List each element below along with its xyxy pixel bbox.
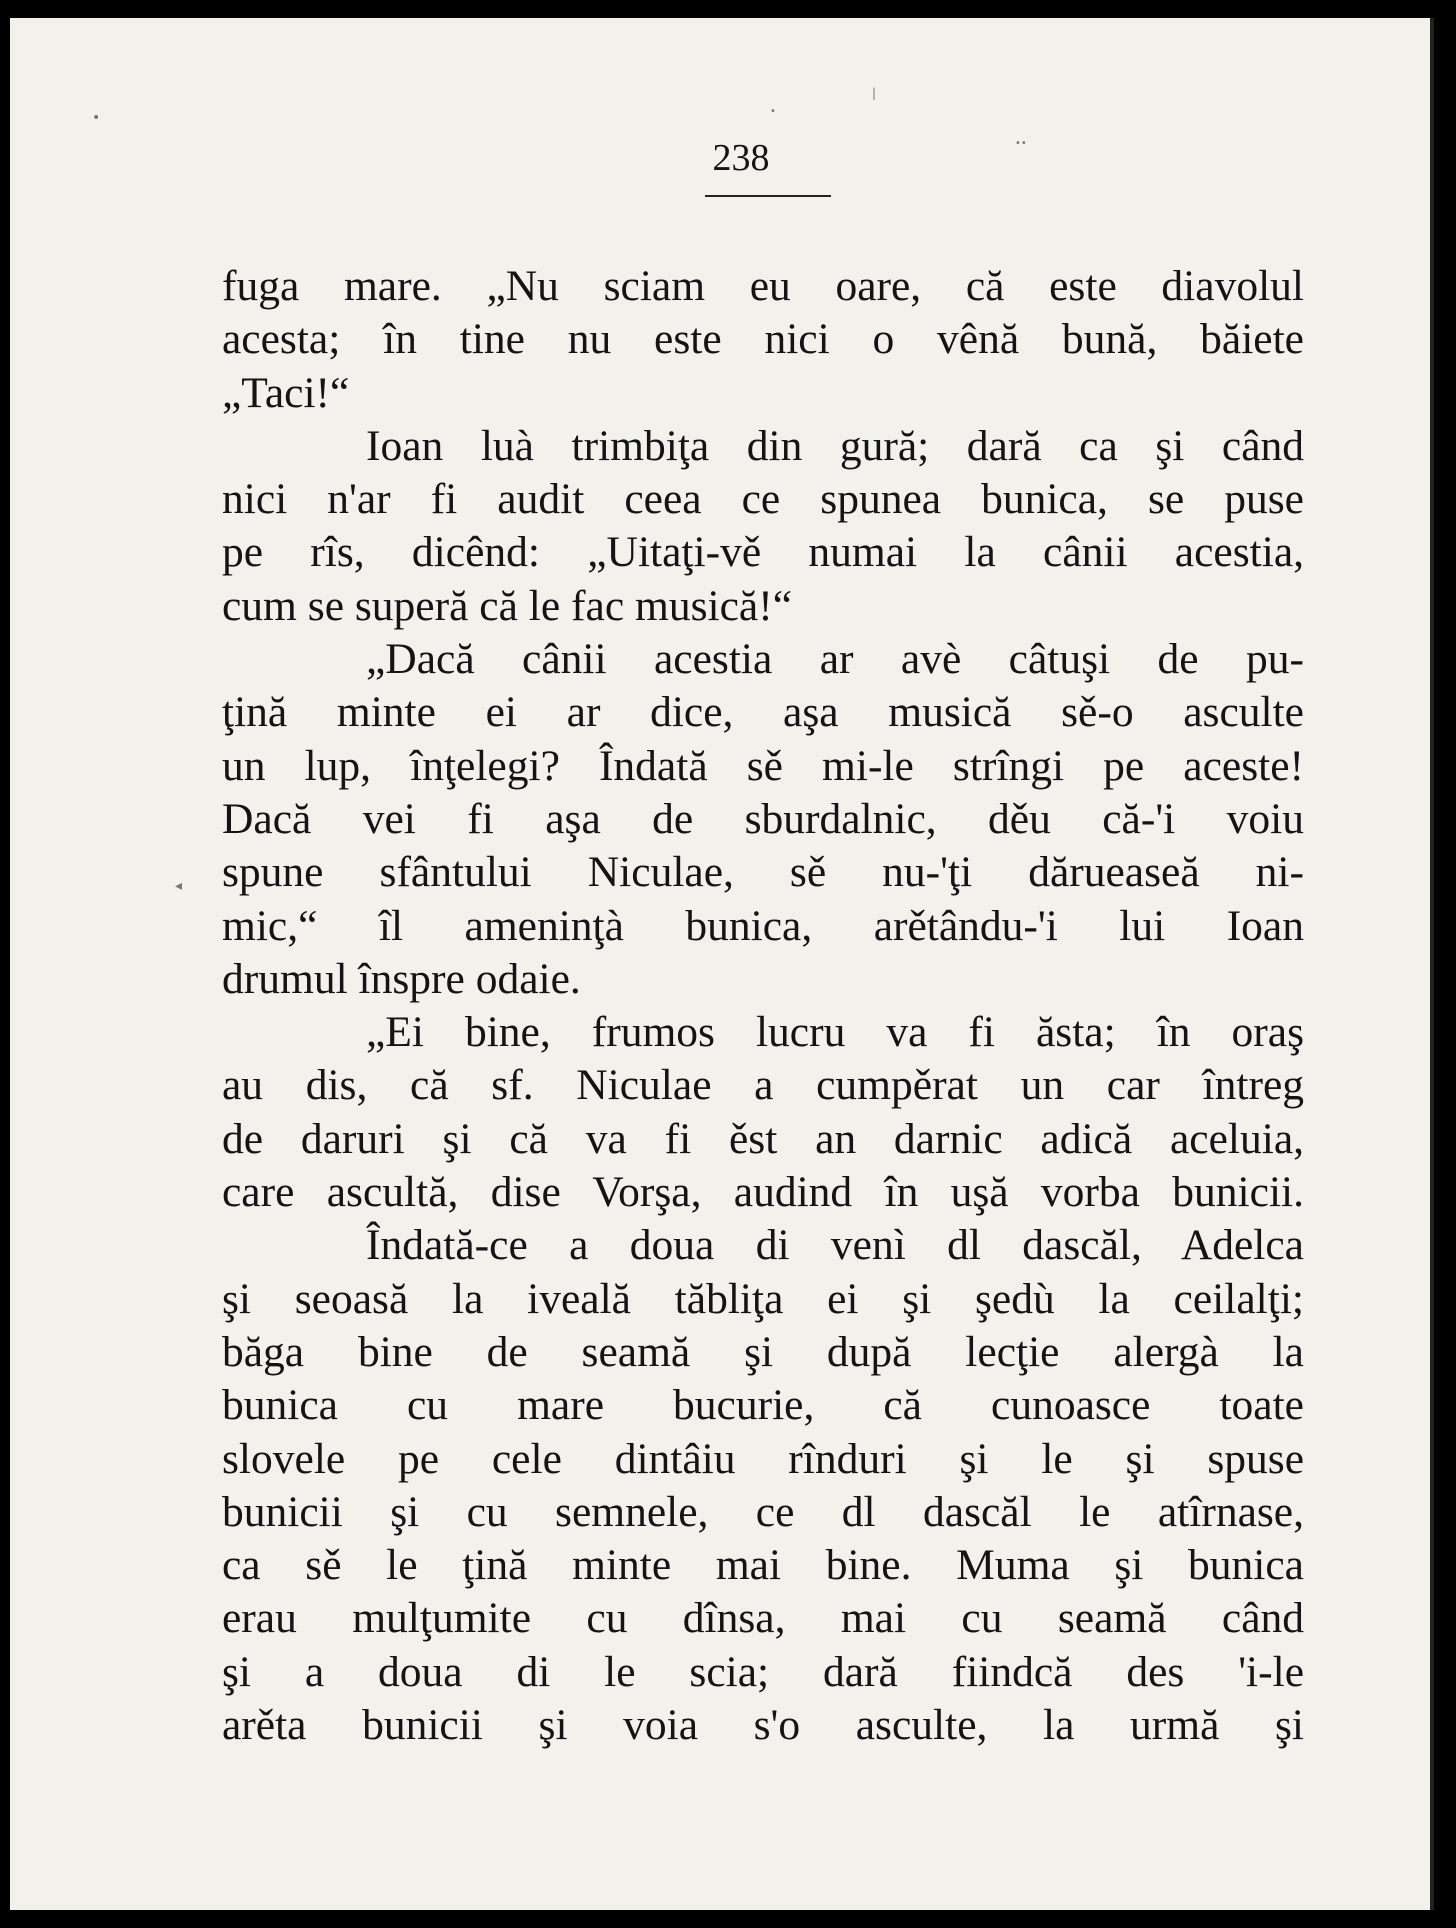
margin-speck: | [872,86,877,100]
text-line: drumul înspre odaie. [222,954,581,1003]
page-number-underline [705,195,831,197]
text-line: băga bine de seamă şi după lecţie alergà la [222,1327,1304,1376]
text-line: bunicii şi cu semnele, ce dl dascăl le atîrnase, [222,1487,1304,1536]
body-text [222,260,1304,1752]
margin-speck: ◂ [175,878,183,894]
text-line: ţină minte ei ar dice, aşa musică sě-o asculte [222,688,1304,737]
text-line: şi seoasă la iveală tăbliţa ei şi şedù la ceilalţi; [222,1274,1304,1323]
margin-speck: • [92,110,101,126]
text-line: „Taci!“ [222,368,350,417]
text-line: „Dacă cânii acestia ar avè câtuşi de pu- [366,635,1304,684]
text-line: care ascultă, dise Vorşa, audind în uşă vorba bunicii. [222,1168,1304,1217]
text-line: mic,“ îl ameninţà bunica, arětându-'i lui Ioan [222,901,1304,950]
text-line: cum se superă că le fac musică!“ [222,581,793,630]
text-line: pe rîs, dicênd: „Uitaţi-vě numai la cânii acestia, [222,528,1304,577]
text-line: arěta bunicii şi voia s'o asculte, la urmă şi [222,1701,1304,1750]
text-line: slovele pe cele dintâiu rînduri şi le şi spuse [222,1434,1304,1483]
text-line: au dis, că sf. Niculae a cumpěrat un car întreg [222,1061,1304,1110]
text-line: nici n'ar fi audit ceea ce spunea bunica, se puse [222,475,1304,524]
text-line: Dacă vei fi aşa de sburdalnic, děu că-'i voiu [222,794,1304,843]
text-line: de daruri şi că va fi ěst an darnic adică aceluia, [222,1114,1304,1163]
text-line: erau mulţumite cu dînsa, mai cu seamă când [222,1594,1304,1643]
text-line: spune sfântului Niculae, sě nu-'ţi dărueaseă ni- [222,848,1304,897]
text-line: Îndată-ce a doua di venì dl dascăl, Adelca [366,1221,1304,1270]
page-number: 238 [712,137,770,179]
margin-speck: •• [1015,138,1027,149]
text-line: un lup, înţelegi? Îndată sě mi-le strîngi pe aceste! [222,741,1304,790]
text-line: acesta; în tine nu este nici o vênă bună, băiete [222,315,1304,364]
text-line: ca sě le ţină minte mai bine. Muma şi bunica [222,1541,1304,1590]
book-page [10,18,1434,1910]
text-line: Ioan luà trimbiţa din gură; dară ca şi când [366,421,1304,470]
text-line: fuga mare. „Nu sciam eu oare, că este diavolul [222,262,1304,310]
text-line: bunica cu mare bucurie, că cunoasce toate [222,1381,1304,1430]
text-line: „Ei bine, frumos lucru va fi ăsta; în oraş [366,1008,1304,1057]
margin-speck: • [770,106,776,117]
text-line: şi a doua di le scia; dară fiindcă des 'i-le [222,1647,1304,1696]
